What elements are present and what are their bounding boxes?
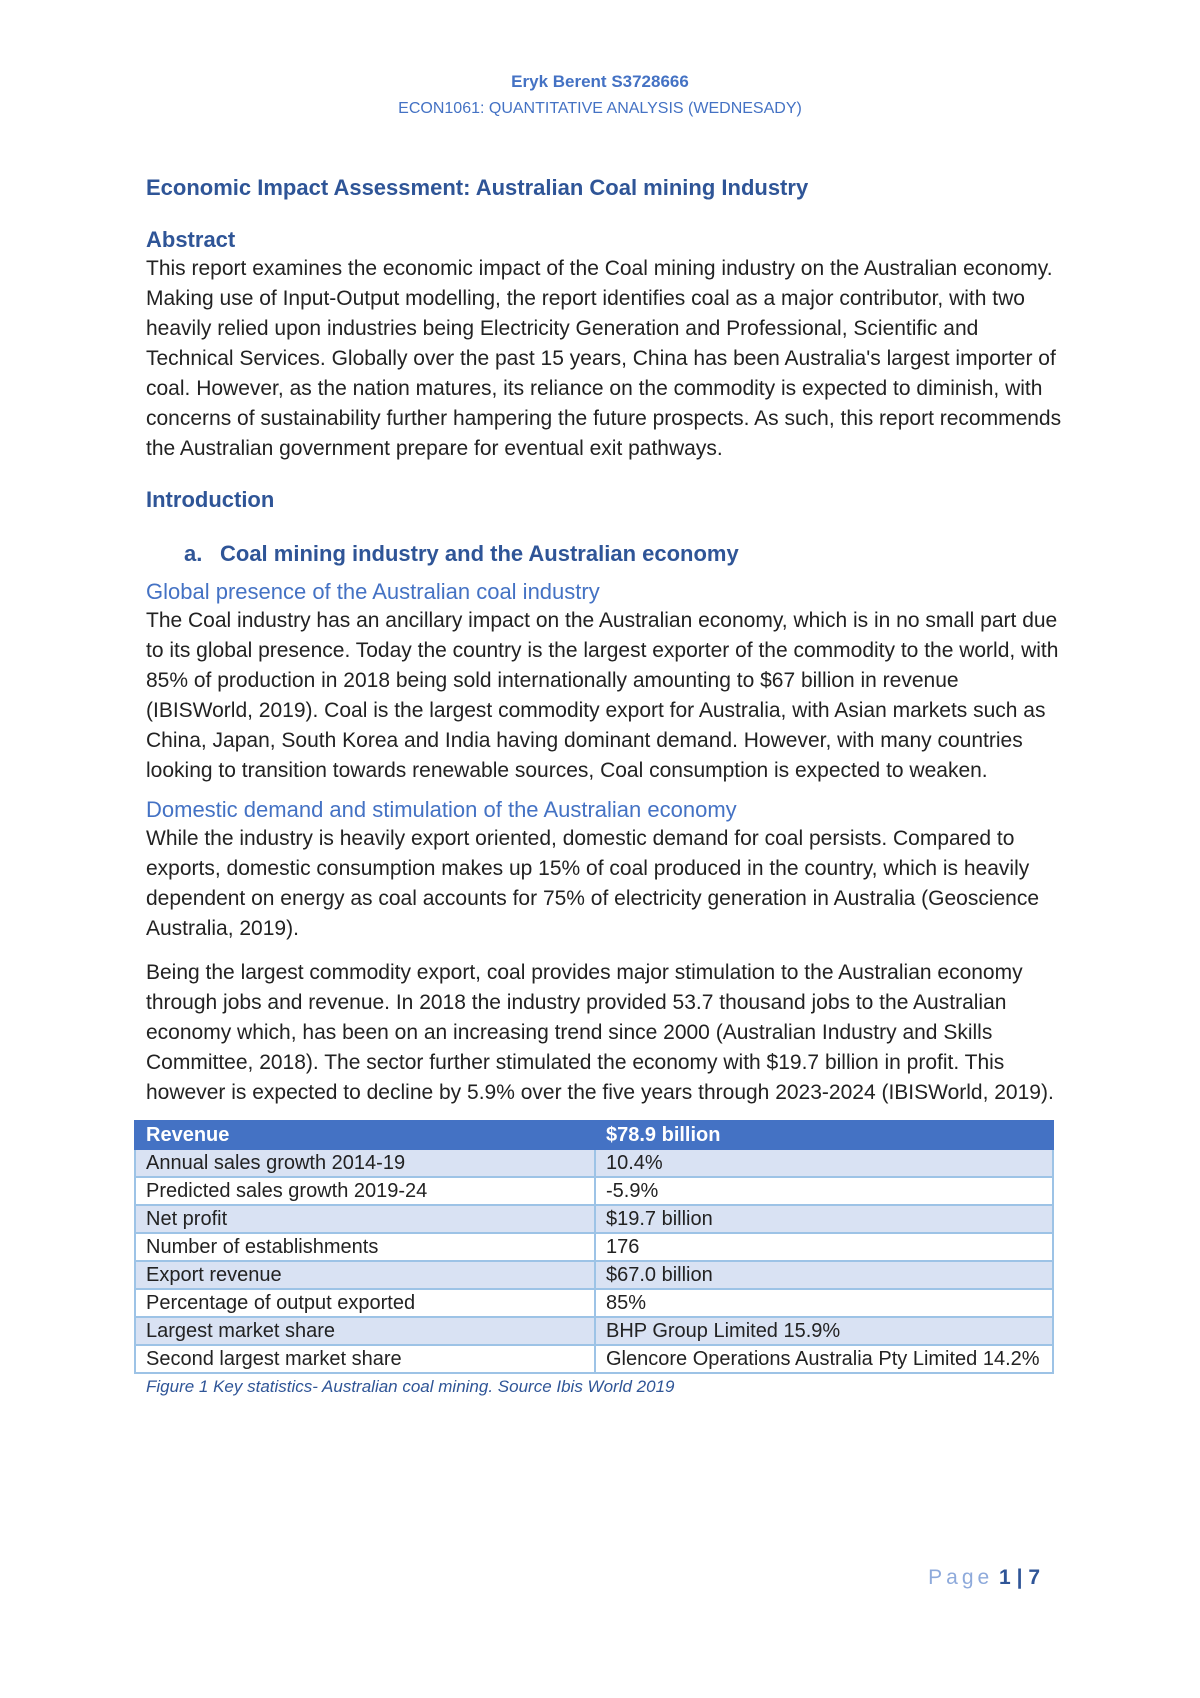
introduction-heading: Introduction: [146, 487, 275, 512]
global-presence-text: The Coal industry has an ancillary impact on the Australian economy, which is in no small part due to its global presence. Today the country is the largest exporter of the commodity to the world, with 85% of production in 2018 being sold internationally amounting to $67 billion in revenue (IBISWorld, 2019). Coal is the largest commodity export for Australia, with Asian markets such as China, Japan, South Korea and India having dominant demand. However, with many countries looking to transition towards renewable sources, Coal consumption is expected to weaken.: [146, 609, 1059, 782]
document-body: [146, 174, 1066, 1398]
document-title: Economic Impact Assessment: Australian Coal mining Industry: [146, 175, 809, 200]
total-pages: 7: [1028, 1566, 1040, 1589]
table-cell: BHP Group Limited 15.9%: [595, 1317, 1053, 1345]
table-cell: Percentage of output exported: [135, 1289, 595, 1317]
key-statistics-table: [134, 1120, 1054, 1374]
table-cell: $19.7 billion: [595, 1205, 1053, 1233]
table-cell: Number of establishments: [135, 1233, 595, 1261]
page-separator: |: [1016, 1566, 1023, 1589]
table-cell: 176: [595, 1233, 1053, 1261]
stimulation-text: Being the largest commodity export, coal provides major stimulation to the Australian economy through jobs and revenue. In 2018 the industry provided 53.7 thousand jobs to the Australian economy which, has been on an increasing trend since 2000 (Australian Industry and Skills Committee, 2018). The sector further stimulated the economy with $19.7 billion in profit. This however is expected to decline by 5.9% over the five years through 2023-2024 (IBISWorld, 2019).: [146, 961, 1054, 1104]
table-cell: 10.4%: [595, 1149, 1053, 1177]
table-cell: Largest market share: [135, 1317, 595, 1345]
figure-caption: Figure 1 Key statistics- Australian coal mining. Source Ibis World 2019: [146, 1377, 675, 1396]
page-number-footer: [928, 1566, 1040, 1590]
table-cell: 85%: [595, 1289, 1053, 1317]
table-cell: Predicted sales growth 2019-24: [135, 1177, 595, 1205]
table-row: [135, 1233, 1053, 1261]
table-row: [135, 1317, 1053, 1345]
abstract-text: This report examines the economic impact of the Coal mining industry on the Australian economy. Making use of Input-Output modelling, the report identifies coal as a major contributor, with two heavily relied upon industries being Electricity Generation and Professional, Scientific and Technical Services. Globally over the past 15 years, China has been Australia's largest importer of coal. However, as the nation matures, its reliance on the commodity is expected to diminish, with concerns of sustainability further hampering the future prospects. As such, this report recommends the Australian government prepare for eventual exit pathways.: [146, 257, 1062, 460]
table-cell: Annual sales growth 2014-19: [135, 1149, 595, 1177]
abstract-heading: Abstract: [146, 227, 236, 252]
table-cell: -5.9%: [595, 1177, 1053, 1205]
table-header-cell: $78.9 billion: [595, 1121, 1053, 1149]
table-row: [135, 1177, 1053, 1205]
table-cell: Glencore Operations Australia Pty Limited 14.2%: [595, 1345, 1053, 1373]
table-cell: Net profit: [135, 1205, 595, 1233]
global-presence-heading: Global presence of the Australian coal industry: [146, 579, 600, 604]
table-row: [135, 1261, 1053, 1289]
domestic-demand-heading: Domestic demand and stimulation of the Australian economy: [146, 797, 737, 822]
table-row: [135, 1289, 1053, 1317]
table-cell: $67.0 billion: [595, 1261, 1053, 1289]
header-author: Eryk Berent S3728666: [511, 72, 689, 91]
table-row: [135, 1205, 1053, 1233]
table-cell: Second largest market share: [135, 1345, 595, 1373]
page-word: Page: [928, 1566, 994, 1589]
section-a-label: a.: [184, 541, 203, 566]
table-cell: Export revenue: [135, 1261, 595, 1289]
section-a-heading: [146, 540, 1066, 568]
domestic-demand-text: While the industry is heavily export oriented, domestic demand for coal persists. Compared to exports, domestic consumption makes up 15% of coal produced in the country, which is heavily dependent on energy as coal accounts for 75% of electricity generation in Australia (Geoscience Australia, 2019).: [146, 827, 1040, 940]
table-row: [135, 1345, 1053, 1373]
table-header-cell: Revenue: [135, 1121, 595, 1149]
section-a-title: Coal mining industry and the Australian economy: [220, 541, 739, 566]
current-page-number: 1: [999, 1566, 1011, 1589]
table-row: [135, 1149, 1053, 1177]
table-header-row: [135, 1121, 1053, 1149]
header-course: ECON1061: QUANTITATIVE ANALYSIS (WEDNESADY): [398, 100, 802, 117]
